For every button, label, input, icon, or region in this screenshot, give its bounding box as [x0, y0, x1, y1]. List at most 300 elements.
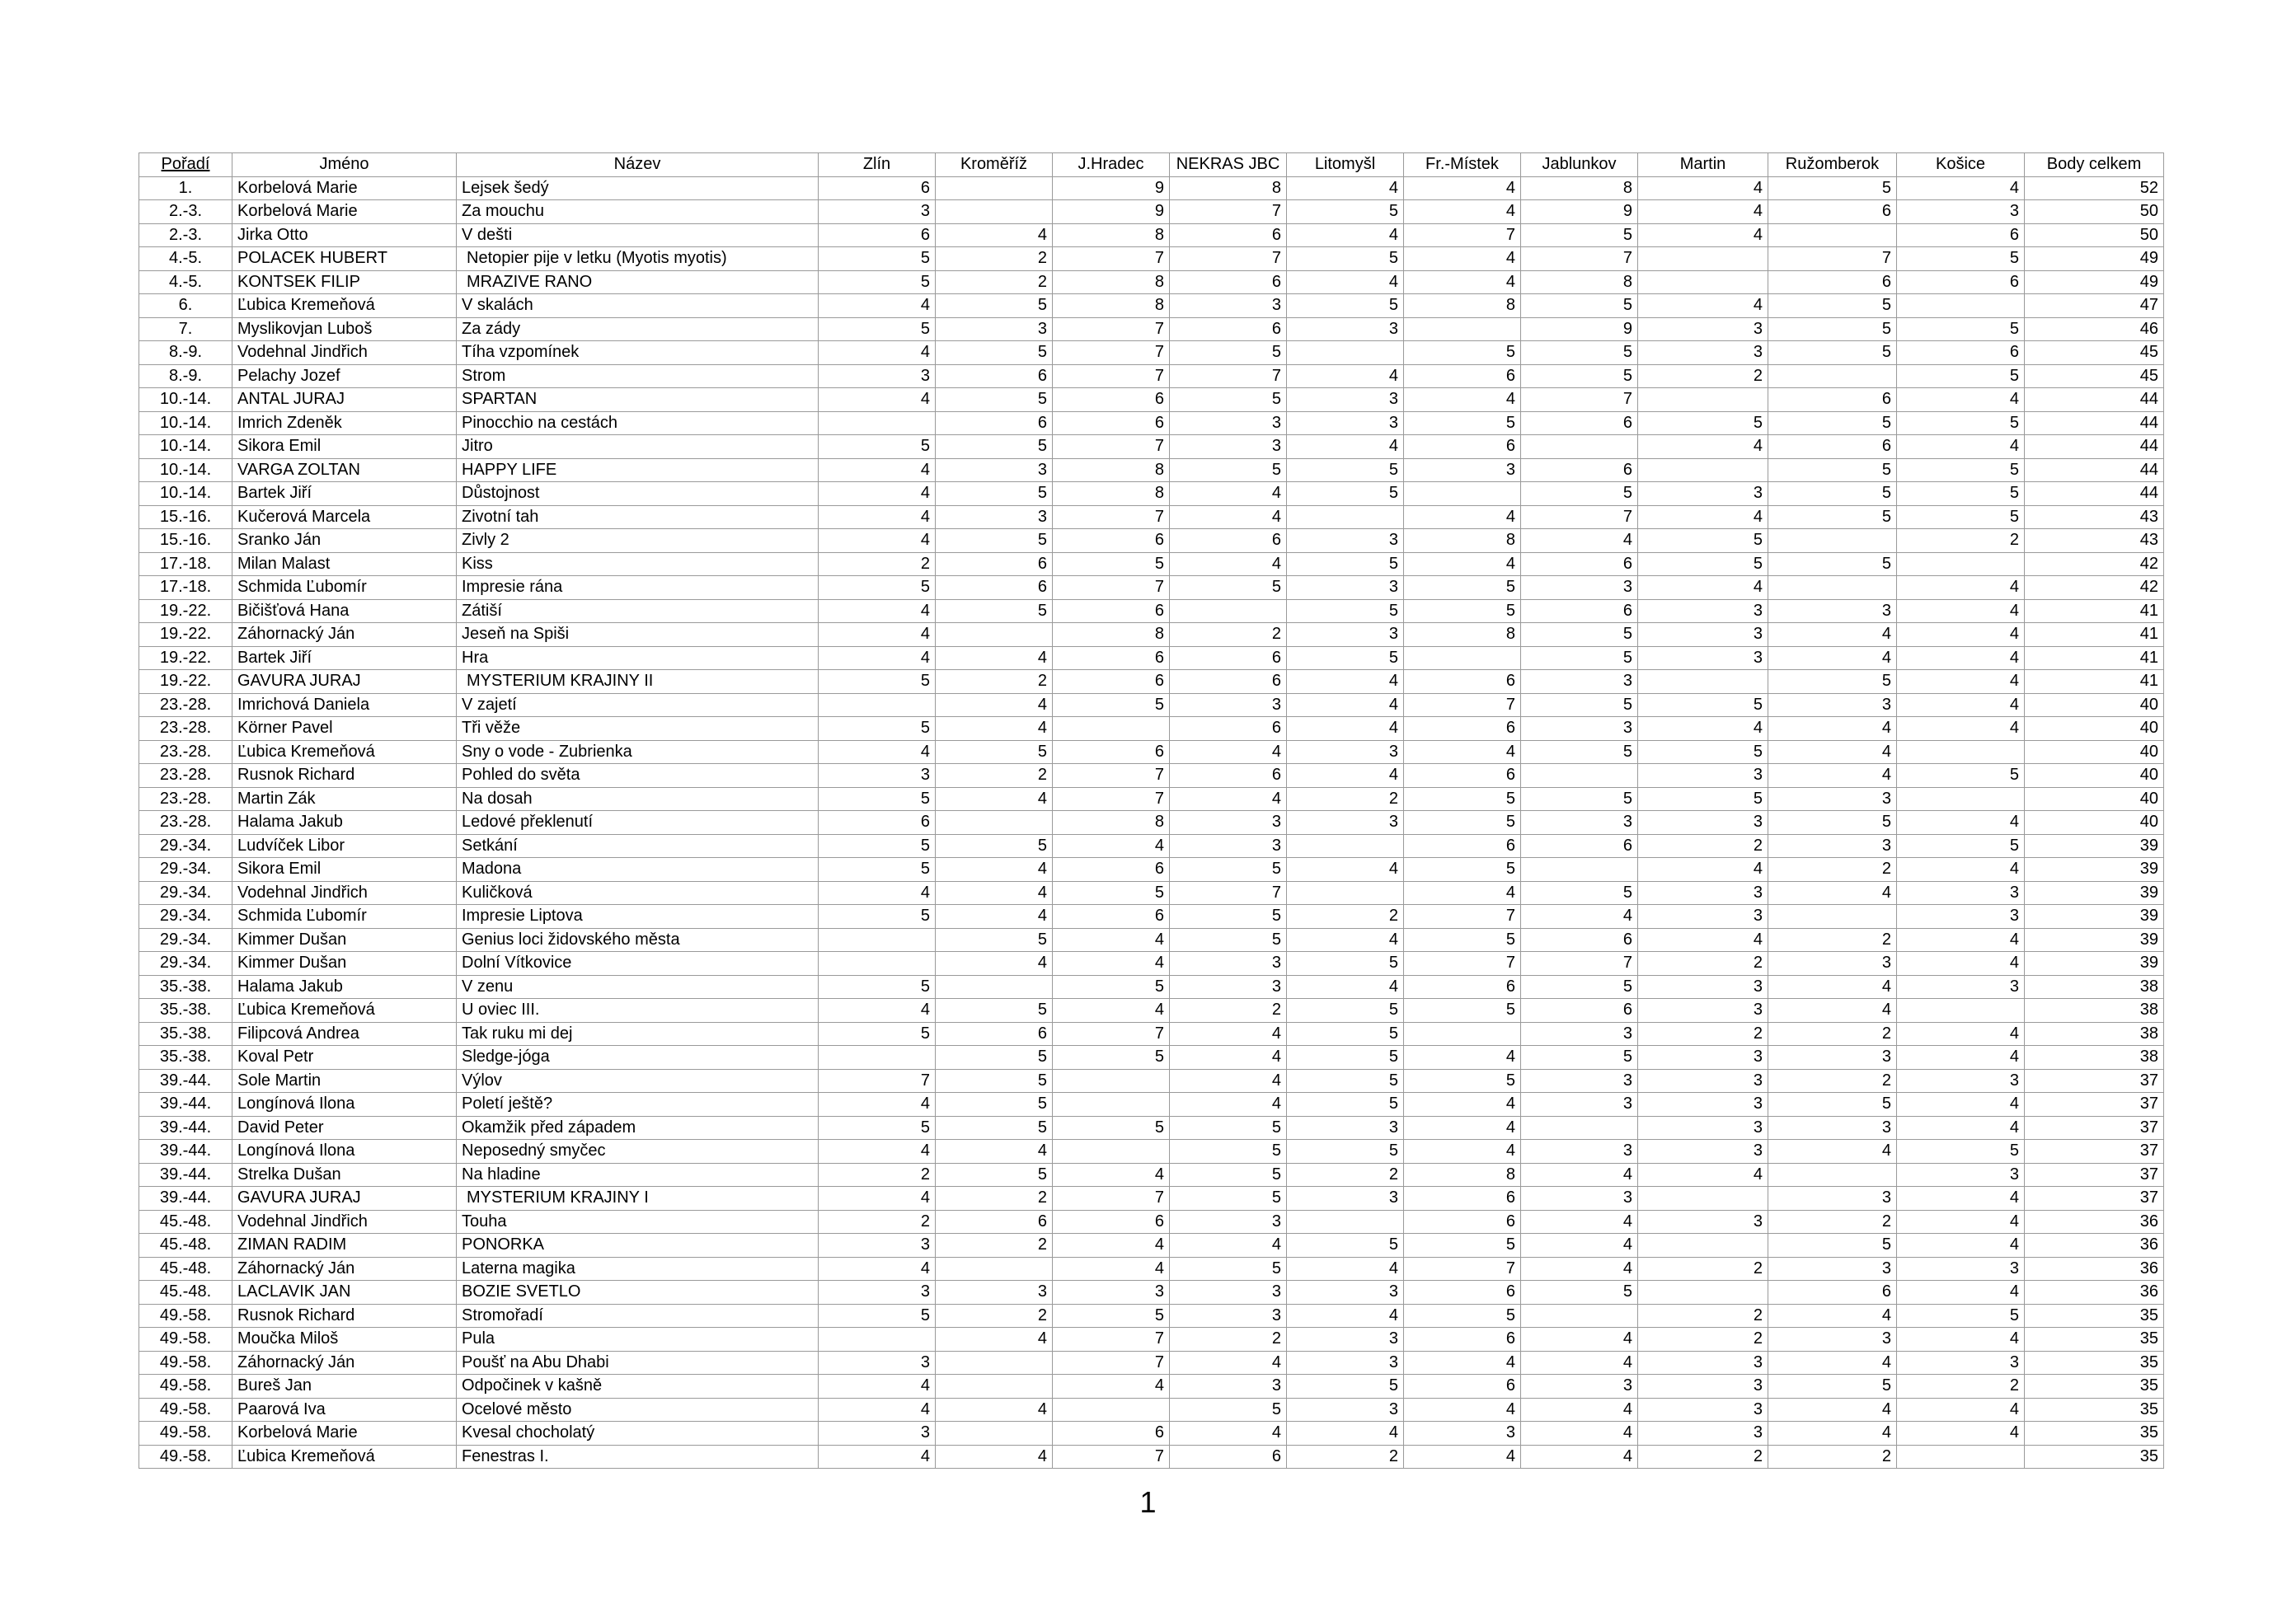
name-cell: LACLAVIK JAN	[232, 1281, 457, 1305]
score-cell: 4	[1897, 1422, 2025, 1446]
rank-cell: 7.	[139, 317, 232, 341]
score-cell: 2	[1638, 1257, 1768, 1281]
score-cell	[819, 693, 936, 717]
score-cell: 5	[1170, 341, 1287, 365]
score-cell	[1897, 1445, 2025, 1469]
score-cell: 5	[1897, 764, 2025, 788]
score-cell: 37	[2025, 1187, 2164, 1211]
score-cell: 4	[819, 1257, 936, 1281]
score-cell: 4	[819, 388, 936, 412]
rank-cell: 49.-58.	[139, 1304, 232, 1328]
score-cell: 4	[1287, 928, 1404, 952]
score-cell: 3	[1897, 200, 2025, 224]
title-cell: Jeseň na Spiši	[457, 623, 819, 647]
score-cell: 4	[1897, 646, 2025, 670]
score-cell: 4	[1768, 975, 1897, 999]
score-cell: 5	[1768, 1234, 1897, 1258]
score-cell: 40	[2025, 717, 2164, 741]
score-cell: 6	[1521, 928, 1638, 952]
name-cell: Halama Jakub	[232, 975, 457, 999]
score-cell: 6	[1404, 1375, 1521, 1399]
score-cell: 5	[936, 999, 1053, 1023]
score-cell: 3	[1768, 1046, 1897, 1070]
score-cell: 5	[1053, 693, 1170, 717]
rank-cell: 49.-58.	[139, 1398, 232, 1422]
score-cell: 4	[1170, 505, 1287, 529]
rank-cell: 23.-28.	[139, 787, 232, 811]
score-cell: 6	[1768, 435, 1897, 459]
name-cell: GAVURA JURAJ	[232, 1187, 457, 1211]
score-cell: 6	[936, 576, 1053, 600]
title-cell: PONORKA	[457, 1234, 819, 1258]
rank-cell: 35.-38.	[139, 1022, 232, 1046]
score-cell: 5	[1287, 952, 1404, 976]
score-cell: 4	[819, 1187, 936, 1211]
score-cell: 5	[1768, 670, 1897, 694]
score-cell	[1404, 646, 1521, 670]
score-cell: 6	[1053, 1210, 1170, 1234]
title-cell: Tíha vzpomínek	[457, 341, 819, 365]
score-cell: 5	[936, 1116, 1053, 1140]
score-cell: 8	[1053, 294, 1170, 318]
title-cell: Za zády	[457, 317, 819, 341]
score-cell: 5	[1404, 576, 1521, 600]
score-cell: 6	[1053, 905, 1170, 929]
score-cell	[1768, 576, 1897, 600]
column-header: Litomyšl	[1287, 153, 1404, 177]
score-cell: 5	[1521, 646, 1638, 670]
score-cell: 3	[1404, 458, 1521, 482]
score-cell: 6	[819, 176, 936, 200]
name-cell: Vodehnal Jindřich	[232, 881, 457, 905]
name-cell: Vodehnal Jindřich	[232, 341, 457, 365]
score-cell: 7	[1521, 505, 1638, 529]
title-cell: MYSTERIUM KRAJINY I	[457, 1187, 819, 1211]
name-cell: ZIMAN RADIM	[232, 1234, 457, 1258]
title-cell: Pinocchio na cestách	[457, 411, 819, 435]
title-cell: Ledové překlenutí	[457, 811, 819, 835]
score-cell: 5	[1897, 411, 2025, 435]
score-cell: 5	[1053, 975, 1170, 999]
page-number: 1	[1139, 1485, 1157, 1519]
score-cell: 5	[819, 717, 936, 741]
score-cell: 2	[1287, 787, 1404, 811]
score-cell: 3	[1053, 1281, 1170, 1305]
score-cell: 4	[1170, 740, 1287, 764]
column-header: Kroměříž	[936, 153, 1053, 177]
score-cell: 4	[1638, 505, 1768, 529]
score-cell: 7	[1521, 388, 1638, 412]
score-cell: 4	[1170, 552, 1287, 576]
score-cell: 2	[936, 670, 1053, 694]
name-cell: POLACEK HUBERT	[232, 247, 457, 271]
score-cell: 6	[1053, 646, 1170, 670]
score-cell: 9	[1053, 200, 1170, 224]
score-cell: 6	[1404, 435, 1521, 459]
score-cell: 4	[819, 599, 936, 623]
score-cell	[936, 1422, 1053, 1446]
score-cell: 4	[936, 881, 1053, 905]
score-cell: 5	[1287, 482, 1404, 506]
table-row	[139, 1304, 2164, 1328]
score-cell: 35	[2025, 1375, 2164, 1399]
score-cell: 5	[1404, 787, 1521, 811]
score-cell: 5	[1768, 294, 1897, 318]
score-cell: 3	[1170, 411, 1287, 435]
score-cell: 5	[936, 1069, 1053, 1093]
score-cell: 5	[1768, 458, 1897, 482]
score-cell: 6	[1404, 670, 1521, 694]
title-cell: Pohled do světa	[457, 764, 819, 788]
score-cell: 3	[1287, 317, 1404, 341]
score-cell: 7	[1404, 693, 1521, 717]
score-cell	[936, 1375, 1053, 1399]
score-cell: 5	[1768, 552, 1897, 576]
score-cell: 6	[1053, 1422, 1170, 1446]
score-cell: 40	[2025, 787, 2164, 811]
rank-cell: 29.-34.	[139, 881, 232, 905]
score-cell: 5	[1404, 999, 1521, 1023]
table-row	[139, 670, 2164, 694]
score-cell	[1287, 505, 1404, 529]
score-cell: 4	[1404, 1093, 1521, 1117]
score-cell: 35	[2025, 1328, 2164, 1352]
score-cell: 8	[1404, 294, 1521, 318]
score-cell: 3	[1170, 811, 1287, 835]
score-cell: 4	[1897, 928, 2025, 952]
score-cell	[1638, 1281, 1768, 1305]
score-cell: 3	[1638, 905, 1768, 929]
score-cell: 41	[2025, 670, 2164, 694]
score-cell: 3	[1897, 1163, 2025, 1187]
score-cell: 4	[1768, 646, 1897, 670]
score-cell: 6	[936, 552, 1053, 576]
score-cell: 44	[2025, 411, 2164, 435]
score-cell: 5	[1897, 834, 2025, 858]
score-cell: 4	[1521, 1422, 1638, 1446]
score-cell: 7	[1053, 764, 1170, 788]
score-cell: 3	[819, 1351, 936, 1375]
score-cell: 6	[1404, 764, 1521, 788]
score-cell: 3	[1638, 1093, 1768, 1117]
name-cell: Bartek Jiří	[232, 482, 457, 506]
score-cell: 8	[1053, 811, 1170, 835]
score-cell: 4	[819, 1093, 936, 1117]
score-cell: 8	[1053, 623, 1170, 647]
rank-cell: 17.-18.	[139, 552, 232, 576]
table-row	[139, 811, 2164, 835]
score-cell: 4	[1404, 1445, 1521, 1469]
name-cell: Martin Zák	[232, 787, 457, 811]
score-cell: 3	[1170, 1210, 1287, 1234]
score-cell: 4	[1521, 1234, 1638, 1258]
table-row	[139, 1116, 2164, 1140]
score-cell: 4	[1897, 576, 2025, 600]
title-cell: Setkání	[457, 834, 819, 858]
score-cell: 37	[2025, 1140, 2164, 1164]
score-cell: 2	[936, 1187, 1053, 1211]
score-cell: 4	[1287, 1257, 1404, 1281]
column-header: J.Hradec	[1053, 153, 1170, 177]
rank-cell: 1.	[139, 176, 232, 200]
name-cell: Schmida Ľubomír	[232, 905, 457, 929]
name-cell: Korbelová Marie	[232, 176, 457, 200]
score-cell: 4	[1170, 1022, 1287, 1046]
score-cell: 3	[1521, 576, 1638, 600]
score-cell: 5	[1768, 482, 1897, 506]
score-cell: 4	[1170, 1069, 1287, 1093]
score-cell	[936, 811, 1053, 835]
score-cell: 4	[819, 1375, 936, 1399]
score-cell: 5	[819, 247, 936, 271]
score-cell: 3	[1768, 1328, 1897, 1352]
rank-cell: 35.-38.	[139, 975, 232, 999]
score-cell: 2	[1638, 834, 1768, 858]
score-cell	[1287, 1210, 1404, 1234]
rank-cell: 19.-22.	[139, 646, 232, 670]
score-cell: 4	[1897, 1398, 2025, 1422]
score-cell: 6	[1170, 317, 1287, 341]
score-cell: 2	[1897, 1375, 2025, 1399]
table-row	[139, 270, 2164, 294]
score-cell: 2	[1170, 1328, 1287, 1352]
score-cell: 8	[1404, 529, 1521, 553]
score-cell: 5	[936, 599, 1053, 623]
score-cell: 6	[1170, 764, 1287, 788]
score-cell: 4	[1287, 764, 1404, 788]
score-cell: 5	[1404, 599, 1521, 623]
score-cell: 5	[1287, 200, 1404, 224]
score-cell: 4	[1768, 999, 1897, 1023]
score-cell: 5	[1897, 364, 2025, 388]
score-cell	[1638, 670, 1768, 694]
title-cell: MRAZIVE RANO	[457, 270, 819, 294]
table-row	[139, 1281, 2164, 1305]
score-cell: 2	[1768, 1445, 1897, 1469]
score-cell: 4	[1521, 529, 1638, 553]
header-row	[139, 153, 2164, 177]
score-cell: 4	[1521, 1163, 1638, 1187]
score-cell: 6	[1897, 223, 2025, 247]
score-cell: 5	[1287, 294, 1404, 318]
score-cell: 4	[936, 1140, 1053, 1164]
score-cell: 39	[2025, 905, 2164, 929]
name-cell: KONTSEK FILIP	[232, 270, 457, 294]
title-cell: U oviec III.	[457, 999, 819, 1023]
table-row	[139, 1210, 2164, 1234]
name-cell: Záhornacký Ján	[232, 1351, 457, 1375]
name-cell: VARGA ZOLTAN	[232, 458, 457, 482]
score-cell: 6	[1053, 740, 1170, 764]
table-row	[139, 1140, 2164, 1164]
score-cell: 42	[2025, 552, 2164, 576]
name-cell: David Peter	[232, 1116, 457, 1140]
score-cell: 7	[1521, 247, 1638, 271]
score-cell: 6	[819, 811, 936, 835]
score-cell: 5	[1897, 482, 2025, 506]
score-cell: 4	[819, 1398, 936, 1422]
score-cell: 5	[819, 270, 936, 294]
table-row	[139, 364, 2164, 388]
table-header	[139, 153, 2164, 177]
score-cell	[1053, 1140, 1170, 1164]
table-row	[139, 787, 2164, 811]
score-cell: 5	[936, 482, 1053, 506]
table-row	[139, 1046, 2164, 1070]
score-cell: 2	[1638, 1022, 1768, 1046]
score-cell: 3	[1287, 1351, 1404, 1375]
table-row	[139, 1257, 2164, 1281]
rank-cell: 6.	[139, 294, 232, 318]
table-row	[139, 1328, 2164, 1352]
score-cell: 37	[2025, 1116, 2164, 1140]
rank-cell: 10.-14.	[139, 482, 232, 506]
rank-cell: 29.-34.	[139, 905, 232, 929]
title-cell: Tři věže	[457, 717, 819, 741]
score-cell: 5	[819, 858, 936, 882]
score-cell: 4	[1768, 623, 1897, 647]
table-body	[139, 176, 2164, 1469]
score-cell: 5	[1521, 294, 1638, 318]
table-row	[139, 388, 2164, 412]
score-cell: 3	[1638, 599, 1768, 623]
table-row	[139, 458, 2164, 482]
table-row	[139, 1375, 2164, 1399]
score-cell: 5	[1404, 1304, 1521, 1328]
score-cell: 4	[936, 223, 1053, 247]
rank-cell: 49.-58.	[139, 1375, 232, 1399]
score-cell: 3	[1287, 1281, 1404, 1305]
table-row	[139, 435, 2164, 459]
rank-cell: 15.-16.	[139, 505, 232, 529]
rank-cell: 23.-28.	[139, 764, 232, 788]
score-cell	[936, 1351, 1053, 1375]
score-cell: 3	[1638, 881, 1768, 905]
score-cell: 4	[1768, 1140, 1897, 1164]
score-cell: 40	[2025, 811, 2164, 835]
title-cell: Zátiší	[457, 599, 819, 623]
title-cell: Za mouchu	[457, 200, 819, 224]
score-cell: 37	[2025, 1163, 2164, 1187]
score-cell: 4	[1053, 1257, 1170, 1281]
score-cell: 4	[936, 1445, 1053, 1469]
name-cell: Záhornacký Ján	[232, 1257, 457, 1281]
column-header: Zlín	[819, 153, 936, 177]
score-cell: 5	[1287, 247, 1404, 271]
score-cell: 7	[1053, 1445, 1170, 1469]
score-cell	[1897, 787, 2025, 811]
score-cell: 4	[1768, 740, 1897, 764]
score-cell: 3	[1287, 1187, 1404, 1211]
score-cell	[1170, 599, 1287, 623]
table-row	[139, 834, 2164, 858]
score-cell: 4	[1170, 1093, 1287, 1117]
score-cell: 8	[1404, 623, 1521, 647]
score-cell: 6	[1053, 599, 1170, 623]
score-cell: 5	[1404, 811, 1521, 835]
score-cell: 4	[819, 1140, 936, 1164]
score-cell: 4	[1897, 1328, 2025, 1352]
score-cell: 4	[819, 740, 936, 764]
score-cell: 4	[819, 505, 936, 529]
score-cell: 4	[1170, 1351, 1287, 1375]
score-cell: 4	[1897, 1116, 2025, 1140]
score-cell: 50	[2025, 200, 2164, 224]
score-cell: 9	[1521, 317, 1638, 341]
score-cell: 4	[1404, 1116, 1521, 1140]
score-cell: 4	[1404, 1046, 1521, 1070]
title-cell: Lejsek šedý	[457, 176, 819, 200]
score-cell: 7	[1768, 247, 1897, 271]
score-cell: 43	[2025, 529, 2164, 553]
score-cell: 4	[1404, 270, 1521, 294]
score-cell: 5	[819, 576, 936, 600]
score-cell: 5	[1521, 623, 1638, 647]
score-cell: 4	[1768, 1422, 1897, 1446]
rank-cell: 29.-34.	[139, 928, 232, 952]
score-cell: 7	[1053, 317, 1170, 341]
score-cell: 2	[1287, 1445, 1404, 1469]
title-cell: Madona	[457, 858, 819, 882]
score-cell: 5	[1768, 341, 1897, 365]
score-cell	[819, 1328, 936, 1352]
score-cell: 2	[1768, 1069, 1897, 1093]
score-cell: 2	[1170, 623, 1287, 647]
title-cell: Impresie rána	[457, 576, 819, 600]
score-cell: 38	[2025, 999, 2164, 1023]
score-cell: 5	[1521, 223, 1638, 247]
title-cell: Jitro	[457, 435, 819, 459]
score-cell: 3	[819, 364, 936, 388]
rank-cell: 2.-3.	[139, 200, 232, 224]
score-cell: 5	[819, 435, 936, 459]
score-cell: 36	[2025, 1234, 2164, 1258]
title-cell: BOZIE SVETLO	[457, 1281, 819, 1305]
score-cell: 36	[2025, 1257, 2164, 1281]
score-cell: 4	[819, 294, 936, 318]
score-cell: 3	[936, 1281, 1053, 1305]
score-cell: 5	[1404, 411, 1521, 435]
title-cell: Odpočinek v kašně	[457, 1375, 819, 1399]
score-cell	[936, 200, 1053, 224]
score-cell: 4	[819, 1445, 936, 1469]
score-cell: 3	[1404, 1422, 1521, 1446]
score-cell: 6	[819, 223, 936, 247]
title-cell: Ocelové město	[457, 1398, 819, 1422]
rank-cell: 39.-44.	[139, 1163, 232, 1187]
score-cell	[1638, 388, 1768, 412]
score-cell: 6	[1521, 834, 1638, 858]
score-cell	[1404, 1022, 1521, 1046]
score-cell: 4	[1897, 1281, 2025, 1305]
score-cell: 5	[1521, 482, 1638, 506]
score-cell: 7	[1404, 1257, 1521, 1281]
table-row	[139, 1234, 2164, 1258]
score-cell: 5	[936, 1046, 1053, 1070]
table-row	[139, 1163, 2164, 1187]
score-cell: 4	[1897, 623, 2025, 647]
score-cell: 6	[1768, 388, 1897, 412]
score-cell: 4	[1287, 670, 1404, 694]
name-cell: Rusnok Richard	[232, 1304, 457, 1328]
name-cell: Rusnok Richard	[232, 764, 457, 788]
score-cell: 5	[1768, 811, 1897, 835]
score-cell: 5	[1170, 1163, 1287, 1187]
score-cell: 4	[1053, 928, 1170, 952]
score-cell: 4	[819, 999, 936, 1023]
score-cell: 3	[1521, 1187, 1638, 1211]
score-cell	[1404, 482, 1521, 506]
